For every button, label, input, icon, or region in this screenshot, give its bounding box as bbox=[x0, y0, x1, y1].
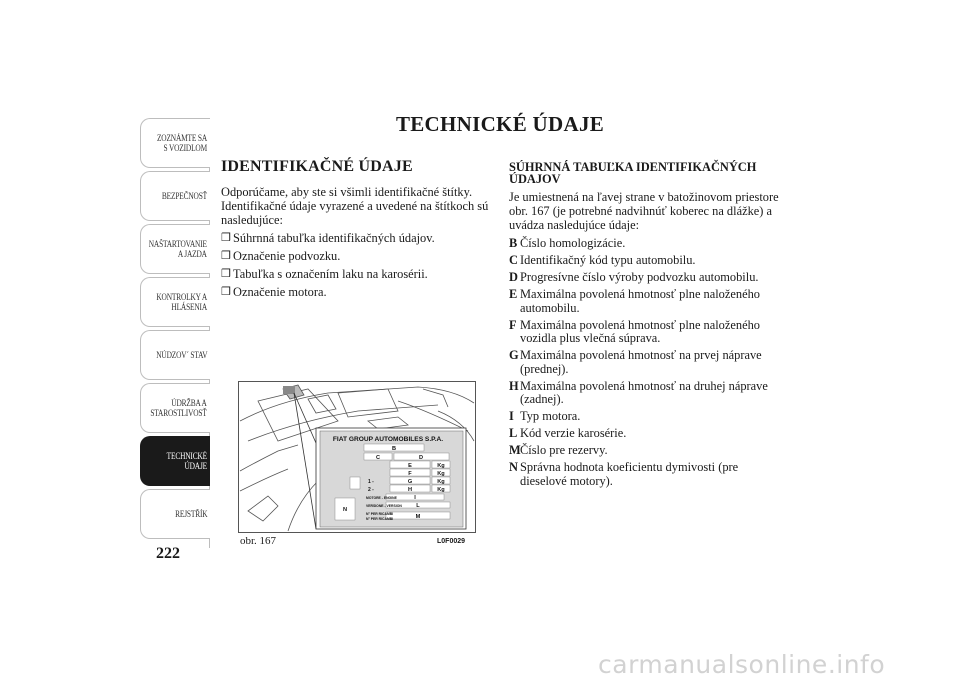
plate-ricambi-1: N° PER RICAMBI bbox=[366, 512, 394, 516]
plate-g: G bbox=[407, 479, 413, 485]
plate-ricambi-2: N° PER RICAMBI bbox=[366, 517, 394, 521]
list-item: ❒ Súhrnná tabuľka identifikačných údajov. bbox=[221, 231, 435, 245]
tab-label: NÚDZOV´ STAV bbox=[155, 350, 207, 360]
tab-kontrolky[interactable] bbox=[140, 277, 210, 327]
plate-row2: 2 - bbox=[368, 487, 374, 493]
tab-rejstrik[interactable] bbox=[140, 489, 210, 539]
plate-h: H bbox=[407, 487, 413, 493]
tab-bezpecnost[interactable] bbox=[140, 171, 210, 221]
plate-kg-4: Kg bbox=[437, 487, 445, 493]
plate-kg-2: Kg bbox=[437, 471, 445, 477]
plate-versione: VERSIONE - VERSION bbox=[366, 504, 402, 508]
plate-row1: 1 - bbox=[368, 479, 374, 485]
list-item: G Maximálna povolená hmotnosť na prvej náprave (prednej). bbox=[509, 348, 762, 376]
list-item: ❒ Tabuľka s označením laku na karosérii. bbox=[221, 267, 428, 281]
list-item: E Maximálna povolená hmotnosť plne naloženého automobilu. bbox=[509, 287, 760, 315]
right-column bbox=[509, 161, 791, 492]
identification-plate-figure bbox=[238, 381, 476, 533]
checkbox-bullet-icon: ❒ bbox=[221, 232, 231, 244]
tab-label: ZOZNÁMTE SA S VOZIDLOM bbox=[156, 133, 207, 153]
tab-label: ÚDRŽBA A STAROSTLIVOSŤ bbox=[150, 398, 207, 418]
tab-label: BEZPEČNOSŤ bbox=[161, 191, 207, 201]
page-number: 222 bbox=[156, 545, 180, 562]
list-item: B Číslo homologizácie. bbox=[509, 236, 626, 250]
checkbox-bullet-icon: ❒ bbox=[221, 268, 231, 280]
tab-label: REJSTŘÍK bbox=[174, 509, 207, 519]
plate-i: I bbox=[414, 495, 416, 501]
plate-motore: MOTORE - ENGINE bbox=[366, 496, 397, 500]
list-item: D Progresívne číslo výroby podvozku automobilu. bbox=[509, 270, 759, 284]
list-item: M Číslo pre rezervy. bbox=[509, 443, 608, 457]
plate-d: D bbox=[418, 455, 424, 461]
tab-zoznamte-sa[interactable] bbox=[140, 118, 210, 168]
subsection-heading: SÚHRNNÁ TABUĽKA IDENTIFIKAČNÝCH ÚDAJOV bbox=[509, 160, 757, 186]
plate-f: F bbox=[408, 471, 412, 477]
figure-caption: obr. 167 bbox=[240, 535, 277, 547]
plate-c: C bbox=[375, 455, 381, 461]
section-heading: IDENTIFIKAČNÉ ÚDAJE bbox=[221, 158, 413, 175]
list-item: H Maximálna povolená hmotnosť na druhej náprave (zadnej). bbox=[509, 378, 768, 406]
list-item: C Identifikačný kód typu automobilu. bbox=[509, 253, 696, 267]
plate-l: L bbox=[416, 503, 420, 509]
checkbox-bullet-icon: ❒ bbox=[221, 250, 231, 262]
plate-b: B bbox=[391, 446, 397, 452]
tab-udrzba[interactable] bbox=[140, 383, 210, 433]
tab-nastartovanie[interactable] bbox=[140, 224, 210, 274]
plate-e: E bbox=[408, 463, 412, 469]
plate-kg-3: Kg bbox=[437, 479, 445, 485]
tab-label: NAŠTARTOVANIE A JAZDA bbox=[148, 239, 207, 259]
left-column bbox=[221, 158, 493, 303]
tab-technicke-udaje[interactable] bbox=[140, 436, 210, 486]
list-item: N Správna hodnota koeficientu dymivosti (pre dieselové motory). bbox=[509, 460, 739, 488]
tab-nudzovy-stav[interactable] bbox=[140, 330, 210, 380]
list-item: I Typ motora. bbox=[509, 409, 581, 423]
tab-label: KONTROLKY A HLÁSENIA bbox=[156, 292, 207, 312]
list-item: ❒ Označenie podvozku. bbox=[221, 249, 341, 263]
intro-paragraph: Je umiestnená na ľavej strane v batožinovom priestore obr. 167 (je potrebné nadvihnúť koberec na dlážke) a uvádza nasledujúce údaje: bbox=[509, 190, 779, 232]
page-title: TECHNICKÉ ÚDAJE bbox=[395, 112, 605, 136]
plate-kg-1: Kg bbox=[437, 463, 445, 469]
tab-label: TECHNICKÉ ÚDAJE bbox=[166, 451, 207, 471]
plate-header: FIAT GROUP AUTOMOBILES S.P.A. bbox=[332, 436, 444, 443]
list-item: ❒ Označenie motora. bbox=[221, 285, 327, 299]
list-item: L Kód verzie karosérie. bbox=[509, 426, 627, 440]
intro-paragraph: Odporúčame, aby ste si všimli identifikačné štítky. Identifikačné údaje vyrazené a uvedené na štítkoch sú nasledujúce: bbox=[221, 185, 489, 227]
plate-m: M bbox=[415, 514, 421, 520]
watermark: carmanualsonline.info bbox=[598, 650, 886, 679]
list-item: F Maximálna povolená hmotnosť plne naloženého vozidla plus vlečná súprava. bbox=[509, 317, 760, 345]
checkbox-bullet-icon: ❒ bbox=[221, 286, 231, 298]
figure-code: L0F0029 bbox=[437, 538, 466, 545]
plate-n: N bbox=[342, 507, 348, 513]
